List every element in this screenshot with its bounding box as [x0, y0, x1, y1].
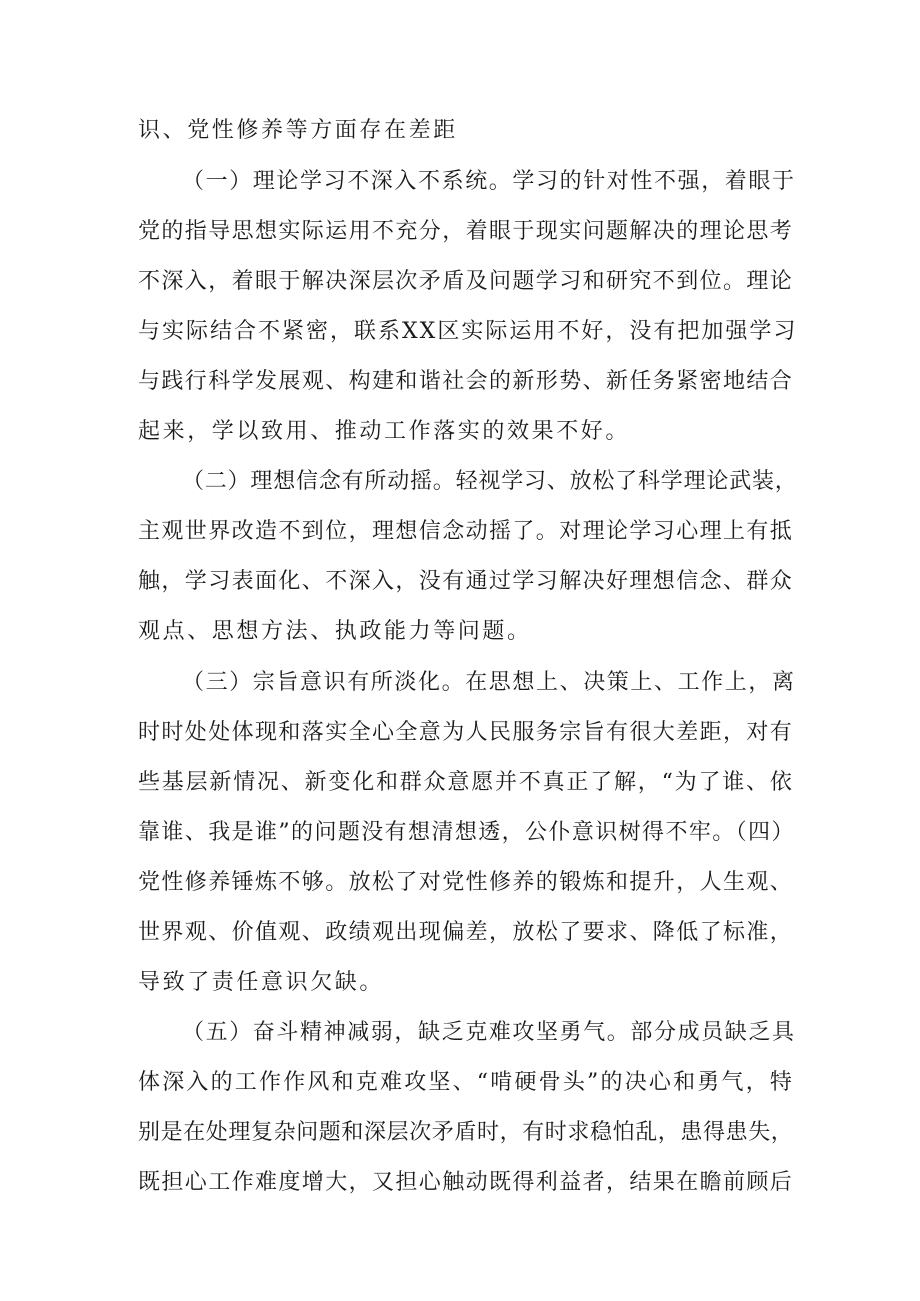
- text-line: 导致了责任意识欠缺。: [138, 970, 385, 995]
- text-line: 观点、思想方法、执政能力等问题。: [138, 619, 532, 644]
- text-line: 主观世界改造不到位，理想信念动摇了。对理论学习心理上有抵: [138, 519, 794, 544]
- text-line: 党性修养锤炼不够。放松了对党性修养的锻炼和提升，人生观、: [138, 870, 794, 895]
- text-line: 触，学习表面化、不深入，没有通过学习解决好理想信念、群众: [138, 569, 794, 594]
- text-line: （五）奋斗精神减弱，缺乏克难攻坚勇气。部分成员缺乏具: [182, 1020, 796, 1045]
- text-line: 不深入，着眼于解决深层次矛盾及问题学习和研究不到位。理论: [138, 269, 794, 294]
- text-line: 既担心工作难度增大，又担心触动既得利益者，结果在瞻前顾后: [138, 1170, 794, 1195]
- text-line: 别是在处理复杂问题和深层次矛盾时，有时求稳怕乱，患得患失，: [138, 1120, 794, 1145]
- text-line: 靠谁、我是谁”的问题没有想清想透，公仆意识树得不牢。（四）: [138, 820, 795, 845]
- text-line: 与践行科学发展观、构建和谐社会的新形势、新任务紧密地结合: [138, 369, 794, 394]
- text-line: 些基层新情况、新变化和群众意愿并不真正了解，“为了谁、依: [138, 770, 794, 795]
- text-line: 与实际结合不紧密，联系XX区实际运用不好，没有把加强学习: [138, 319, 798, 344]
- text-line: （一）理论学习不深入不系统。学习的针对性不强，着眼于: [182, 169, 796, 194]
- text-line: 时时处处体现和落实全心全意为人民服务宗旨有很大差距，对有: [138, 720, 794, 745]
- text-line: 识、党性修养等方面存在差距: [138, 118, 458, 143]
- text-line: 世界观、价值观、政绩观出现偏差，放松了要求、降低了标准，: [138, 920, 794, 945]
- text-line: 起来，学以致用、推动工作落实的效果不好。: [138, 419, 631, 444]
- text-line: （三）宗旨意识有所淡化。在思想上、决策上、工作上，离: [182, 670, 796, 695]
- text-line: 体深入的工作作风和克难攻坚、“啃硬骨头”的决心和勇气，特: [138, 1070, 795, 1095]
- text-line: （二）理想信念有所动摇。轻视学习、放松了科学理论武装，: [182, 469, 798, 494]
- text-line: 党的指导思想实际运用不充分，着眼于现实问题解决的理论思考: [138, 219, 794, 244]
